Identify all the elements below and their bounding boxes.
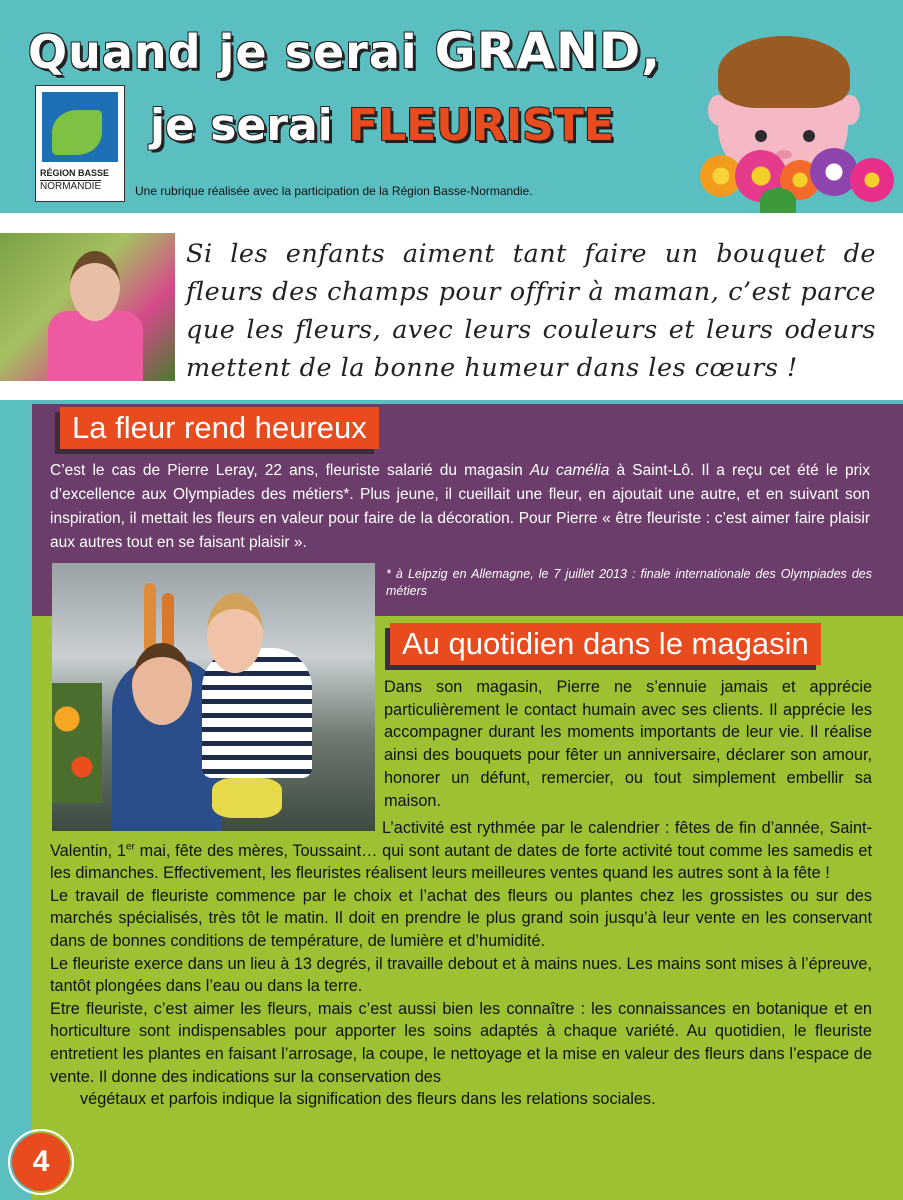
intro-quote-text: Si les enfants aiment tant faire un bouquet de fleurs des champs pour offrir à maman, c’est parce que les fleurs, avec leurs couleurs et leurs odeurs mettent de la bonne humeur dans les cœurs ! <box>186 239 876 383</box>
title-line-2-start: je serai <box>150 100 349 151</box>
title-line-1-start: Quand je serai <box>28 25 435 79</box>
section-2-paragraph-3: Le travail de fleuriste commence par le choix et l’achat des fleurs ou plantes chez les grossistes ou sur des marchés spécialisés, très tôt le matin. Il doit en prendre le plus grand soin jusqu’à leur vente en les conservant dans de bonnes conditions de température, de lumière et d’humidité. <box>50 886 872 950</box>
section-2-last-line: végétaux et parfois indique la signification des fleurs dans les relations sociales. <box>80 1090 656 1109</box>
logo-text-normandie: NORMANDIE <box>40 181 102 192</box>
section-1-paragraph: C’est le cas de Pierre Leray, 22 ans, fleuriste salarié du magasin Au camélia à Saint-Lô. Il a reçu cet été le prix d’excellence aux Olympiades des métiers*. Plus jeune, il cueillait une fleur, en ajoutait une autre, et en suivant son inspiration, il mettait les fleurs en valeur pour faire de la décoration. Pour Pierre « être fleuriste : c’est aimer faire plaisir aux autres tout en se faisant plaisir ». <box>50 462 870 551</box>
section-2-paragraph-5: Etre fleuriste, c’est aimer les fleurs, mais c’est aussi bien les connaître : les connaissances en botanique et en horticulture sont indispensables pour apporter les soins adaptés à chaque variété. Au quotidien, le fleuriste entretient les plantes en faisant l’arrosage, la coupe, le nettoyage et la mise en valeur des fleurs dans l’espace de vente. Il donne des indications sur la conservation des <box>50 999 872 1086</box>
section-2-paragraph-4: Le fleuriste exerce dans un lieu à 13 degrés, il travaille debout et à mains nues. Les mains sont mises à l’épreuve, tantôt plongées dans l’eau ou dans la terre. <box>50 954 872 996</box>
title-fleuriste: FLEURISTE <box>348 100 614 151</box>
logo-text-region: RÉGION BASSE <box>40 168 110 178</box>
region-emblem-icon <box>42 92 118 162</box>
shop-name: Au camélia <box>529 462 610 479</box>
section-2-body: L’activité est rythmée par le calendrier : fêtes de fin d’année, Saint-Valentin, 1er mai, fête des mères, Toussaint… qui sont autant de dates de forte activité tout comme les samedis et les dimanches. Effectivement, les fleuristes réalisent leurs meilleures ventes quand les autres sont à la fête ! Le travail de fleuriste commence par le choix et l’achat des fleurs ou plantes chez les grossistes ou sur des marchés spécialisés, très tôt le matin. Il doit en prendre le plus grand soin jusqu’à leur vente en les conservant dans de bonnes conditions de température, de lumière et d’humidité. Le fleuriste exerce dans un lieu à 13 degrés, il travaille debout et à mains nues. Les mains sont mises à l’épreuve, tantôt plongées dans l’eau ou dans la terre. Etre fleuriste, c’est aimer les fleurs, mais c’est aussi bien les connaître : les connaissances en botanique et en horticulture sont indispensables pour apporter les soins adaptés à chaque variété. Au quotidien, le fleuriste entretient les plantes en faisant l’arrosage, la coupe, le nettoyage et la mise en valeur des fleurs dans l’espace de vente. Il donne des indications sur la conservation des végétaux et parfois indique la signification des fleurs dans les relations sociales. <box>50 819 872 1109</box>
title-line-1 <box>28 22 661 80</box>
title-grand: GRAND, <box>434 22 662 80</box>
page-number: 4 <box>12 1133 70 1191</box>
cartoon-child-illustration <box>700 20 900 215</box>
intro-quote-band <box>0 213 903 400</box>
credit-line: Une rubrique réalisée avec la participation de la Région Basse-Normandie. <box>135 184 533 198</box>
header-band <box>0 0 903 213</box>
title-line-2 <box>150 100 614 151</box>
footnote: * à Leipzig en Allemagne, le 7 juillet 2013 : finale internationale des Olympiades des métiers <box>386 567 872 598</box>
section-2-title: Au quotidien dans le magasin <box>390 623 821 665</box>
child-photo <box>0 233 175 381</box>
section-2-paragraph-1: Dans son magasin, Pierre ne s’ennuie jamais et apprécie particulièrement le contact humain avec ses clients. Il apprécie les accompagner durant les moments importants de leur vie. Il réalise ainsi des bouquets pour fêter un anniversaire, déclarer son amour, honorer un défunt, remercier, ou tout simplement embellir sa maison. <box>384 678 872 810</box>
region-logo <box>35 85 125 202</box>
shop-photo <box>52 563 375 831</box>
section-1-title: La fleur rend heureux <box>60 407 379 449</box>
